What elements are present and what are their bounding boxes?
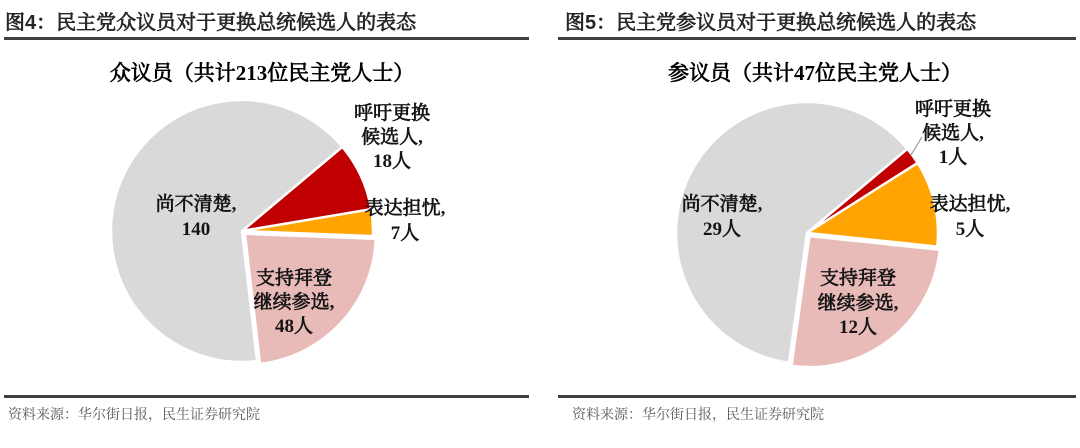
slice-label-line: 12人: [838, 317, 878, 338]
figure5-source-rule: [558, 395, 1076, 398]
slice-label-line: 尚不清楚,: [681, 194, 763, 215]
slice-label-line: 48人: [274, 316, 314, 337]
figure4-source-rule: [4, 395, 529, 398]
pie-chart-title: 众议员（共计213位民主党人士）: [109, 61, 415, 85]
slice-label-line: 呼吁更换: [353, 103, 431, 124]
slice-label-line: 18人: [372, 151, 412, 172]
slice-label-line: 支持拜登: [819, 268, 897, 289]
slice-label-line: 29人: [702, 219, 742, 240]
slice-label-line: 呼吁更换: [914, 99, 992, 120]
slice-label-line: 尚不清楚,: [155, 194, 237, 215]
slice-label-line: 候选人,: [361, 127, 423, 148]
slice-label-line: 表达担忧,: [929, 194, 1011, 215]
slice-label-line: 候选人,: [922, 123, 984, 144]
slice-label-line: 继续参选,: [817, 293, 899, 314]
figure4-source: 资料来源：华尔街日报，民生证券研究院: [8, 406, 260, 422]
figure4-caption: 图4：民主党众议员对于更换总统候选人的表态: [5, 12, 417, 34]
slice-label-line: 继续参选,: [253, 292, 335, 313]
figure5-pie-chart: [540, 0, 1080, 448]
label-leader-line: [911, 137, 922, 155]
slice-label-line: 5人: [955, 219, 985, 240]
slice-label-line: 1人: [938, 147, 968, 168]
slice-label-line: 140: [181, 219, 211, 240]
slice-label-line: 表达担忧,: [364, 198, 446, 219]
slice-label-line: 7人: [390, 223, 420, 244]
figure5-caption: 图5：民主党参议员对于更换总统候选人的表态: [565, 12, 977, 34]
figure5-source: 资料来源：华尔街日报，民生证券研究院: [572, 406, 824, 422]
pie-chart-title: 参议员（共计47位民主党人士）: [668, 61, 962, 85]
slice-label-line: 支持拜登: [255, 268, 333, 289]
